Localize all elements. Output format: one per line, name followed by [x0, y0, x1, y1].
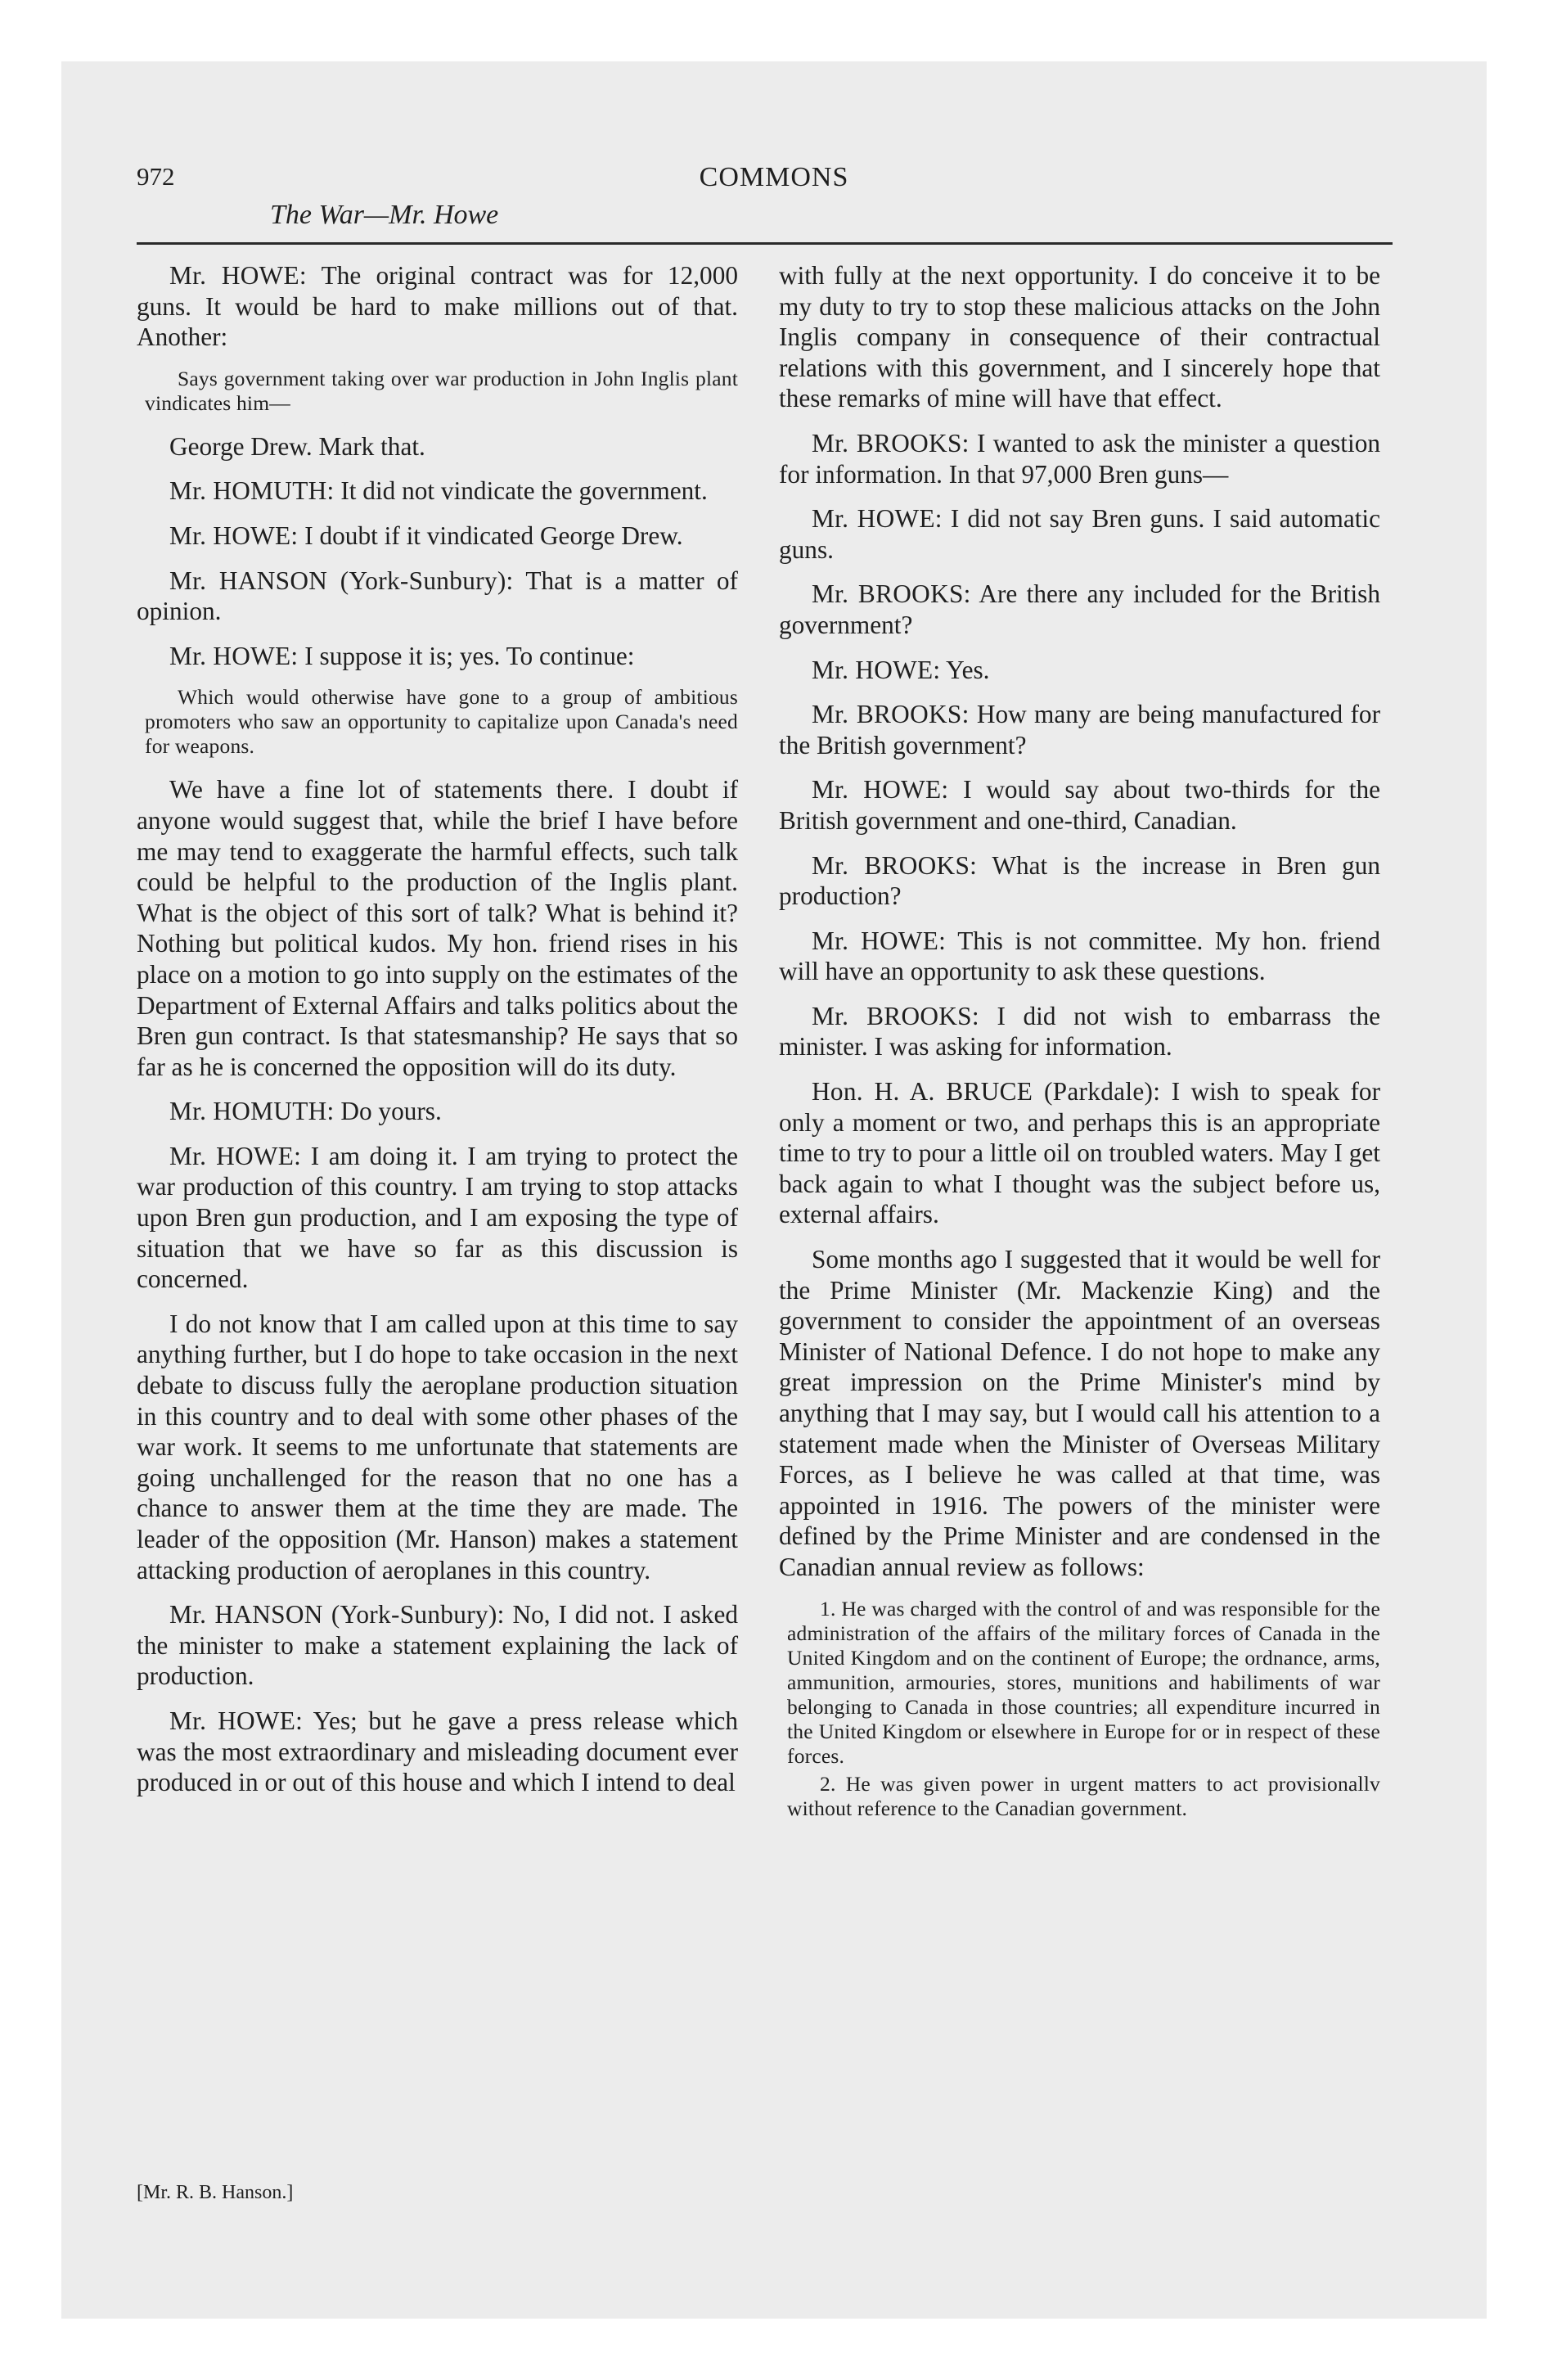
speech-paragraph	[137, 1141, 738, 1295]
text-paragraph	[779, 1244, 1380, 1583]
paragraph-text: I would say about two-thirds for the British government and one-third, Canadian.	[779, 775, 1380, 835]
paragraph-text: Yes.	[946, 655, 990, 684]
speech-paragraph	[779, 1001, 1380, 1062]
text-paragraph	[137, 431, 738, 462]
speaker-name: Mr. HANSON (York-Sunbury):	[169, 1600, 505, 1629]
paragraph-text: I am doing it. I am trying to protect the war production of this country. I am trying to stop attacks upon Bren gun production, and I am exposing the type of situation that we have so far as this discussion is concerned.	[137, 1141, 738, 1294]
speaker-name: Mr. HOWE:	[812, 504, 943, 534]
speaker-name: Mr. HOWE:	[812, 775, 949, 805]
paragraph-text: The original contract was for 12,000 guns. It would be hard to make millions out of that. Another:	[137, 261, 739, 352]
quote-text: Says government taking over war production in John Inglis plant vindicates him—	[145, 366, 738, 415]
paragraph-text: with fully at the next opportunity. I do conceive it to be my duty to try to stop these malicious attacks on the John Inglis company in consequence of their contractual relations with this government, and I sincerely hope that these remarks of mine will have that effect.	[779, 261, 1380, 413]
paragraph-text: I suppose it is; yes. To continue:	[304, 641, 635, 670]
speech-paragraph	[779, 428, 1380, 489]
speech-paragraph	[779, 655, 1380, 686]
paragraph-text: That is a matter of opinion.	[137, 566, 738, 626]
quoted-passage	[779, 1772, 1380, 1821]
speaker-name: Mr. HANSON (York-Sunbury):	[169, 566, 514, 595]
quote-text: Which would otherwise have gone to a group of ambitious promoters who saw an opportunity to capitalize upon Canada's need for weapons.	[145, 685, 738, 759]
paragraph-text: This is not committee. My hon. friend will have an opportunity to ask these questions.	[779, 926, 1380, 986]
text-paragraph	[779, 260, 1380, 414]
speech-paragraph	[137, 1599, 738, 1692]
speaker-name: Mr. HOWE:	[169, 641, 299, 670]
page-number: 972	[137, 162, 175, 191]
quoted-passage	[137, 367, 738, 416]
paragraph-text: George Drew. Mark that.	[169, 431, 425, 461]
paragraph-text: I do not know that I am called upon at this time to say anything further, but I do hope to take occasion in the next debate to discuss fully the aeroplane production situation in this country and to deal with some other phases of the war work. It seems to me unfortunate that statements are going unchallenged for the reason that no one has a chance to answer them at the time they are made. The leader of the opposition (Mr. Hanson) makes a statement attacking production of aeroplanes in this country.	[137, 1309, 738, 1584]
speech-paragraph	[137, 641, 738, 672]
speaker-name: Mr. HOMUTH:	[169, 1097, 335, 1126]
speaker-name: Mr. BROOKS:	[812, 579, 971, 609]
speech-paragraph	[137, 1096, 738, 1127]
speech-paragraph	[137, 476, 738, 507]
running-head: The War—Mr. Howe	[270, 200, 499, 230]
paragraph-text: Yes; but he gave a press release which was the most extraordinary and misleading document ever produced in or out of this house and which I intend to deal	[137, 1706, 738, 1797]
speaker-name: Mr. HOWE:	[169, 261, 307, 290]
speaker-name: Mr. HOMUTH:	[169, 476, 335, 506]
quoted-passage	[779, 1597, 1380, 1769]
speaker-name: Mr. BROOKS:	[812, 850, 978, 880]
speaker-name: Mr. HOWE:	[812, 655, 941, 684]
quoted-passage	[137, 685, 738, 759]
speaker-name: Mr. BROOKS:	[812, 428, 970, 458]
paragraph-text: What is the increase in Bren gun production?	[779, 850, 1380, 911]
speech-paragraph	[137, 260, 738, 353]
speech-paragraph	[779, 774, 1380, 836]
speech-paragraph	[779, 1076, 1380, 1230]
speech-paragraph	[779, 579, 1380, 640]
footer-note: [Mr. R. B. Hanson.]	[137, 2182, 294, 2203]
speech-paragraph	[137, 1706, 738, 1798]
paragraph-text: I did not say Bren guns. I said automatic guns.	[779, 504, 1380, 564]
paragraph-text: Do yours.	[340, 1097, 442, 1126]
paragraph-text: How many are being manufactured for the British government?	[779, 700, 1380, 760]
speech-paragraph	[779, 503, 1380, 565]
speech-paragraph	[137, 521, 738, 552]
section-title: COMMONS	[699, 162, 849, 192]
paragraph-text: I doubt if it vindicated George Drew.	[304, 521, 683, 550]
paragraph-text: We have a fine lot of statements there. I doubt if anyone would suggest that, while the brief I have before me may tend to exaggerate the harmful effects, such talk could be helpful to the production of the Inglis plant. What is the object of this sort of talk? What is behind it? Nothing but political kudos. My hon. friend rises in his place on a motion to go into supply on the estimates of the Department of External Affairs and talks politics about the Bren gun contract. Is that statesmanship? He says that so far as he is concerned the opposition will do its duty.	[137, 775, 738, 1081]
paragraph-text: It did not vindicate the government.	[340, 476, 708, 506]
paragraph-text: I wanted to ask the minister a question for information. In that 97,000 Bren guns—	[779, 428, 1380, 489]
paragraph-text: No, I did not. I asked the minister to make a statement explaining the lack of production.	[137, 1600, 738, 1691]
speaker-name: Hon. H. A. BRUCE (Parkdale):	[812, 1077, 1161, 1107]
quote-text: 1. He was charged with the control of and was responsible for the administration of the affairs of the military forces of Canada in the United Kingdom and on the continent of Europe; the ordnance, arms, ammunition, armouries, stores, munitions and habiliments of war belonging to Canada in those countries; all expenditure incurred in the United Kingdom or elsewhere in Europe for or in respect of these forces.	[787, 1596, 1380, 1768]
speaker-name: Mr. HOWE:	[169, 1141, 302, 1170]
left-column	[137, 260, 738, 1812]
text-paragraph	[137, 1309, 738, 1585]
speech-paragraph	[779, 850, 1380, 912]
speaker-name: Mr. BROOKS:	[812, 1001, 979, 1030]
header-rule	[137, 242, 1393, 245]
right-column	[779, 260, 1380, 1824]
speech-paragraph	[137, 566, 738, 627]
quote-text: 2. He was given power in urgent matters to act provisionallv without reference to the Canadian government.	[787, 1771, 1380, 1820]
paragraph-text: Are there any included for the British government?	[779, 579, 1380, 639]
paragraph-text: I did not wish to embarrass the minister. I was asking for information.	[779, 1001, 1380, 1062]
speech-paragraph	[779, 699, 1380, 760]
speaker-name: Mr. HOWE:	[812, 926, 947, 955]
speech-paragraph	[779, 926, 1380, 987]
paragraph-text: I wish to speak for only a moment or two, and perhaps this is an appropriate time to try to pour a little oil on troubled waters. May I get back again to what I thought was the subject before us, external affairs.	[779, 1077, 1380, 1229]
speaker-name: Mr. HOWE:	[169, 1706, 304, 1735]
text-paragraph	[137, 774, 738, 1082]
speaker-name: Mr. BROOKS:	[812, 700, 970, 729]
paragraph-text: Some months ago I suggested that it would be well for the Prime Minister (Mr. Mackenzie King) and the government to consider the appointment of an overseas Minister of National Defence. I do not hope to make any great impression on the Prime Minister's mind by anything that I may say, but I would call his attention to a statement made when the Minister of Overseas Military Forces, as I believe he was called at that time, was appointed in 1916. The powers of the minister were defined by the Prime Minister and are condensed in the Canadian annual review as follows:	[779, 1245, 1380, 1581]
speaker-name: Mr. HOWE:	[169, 521, 299, 550]
